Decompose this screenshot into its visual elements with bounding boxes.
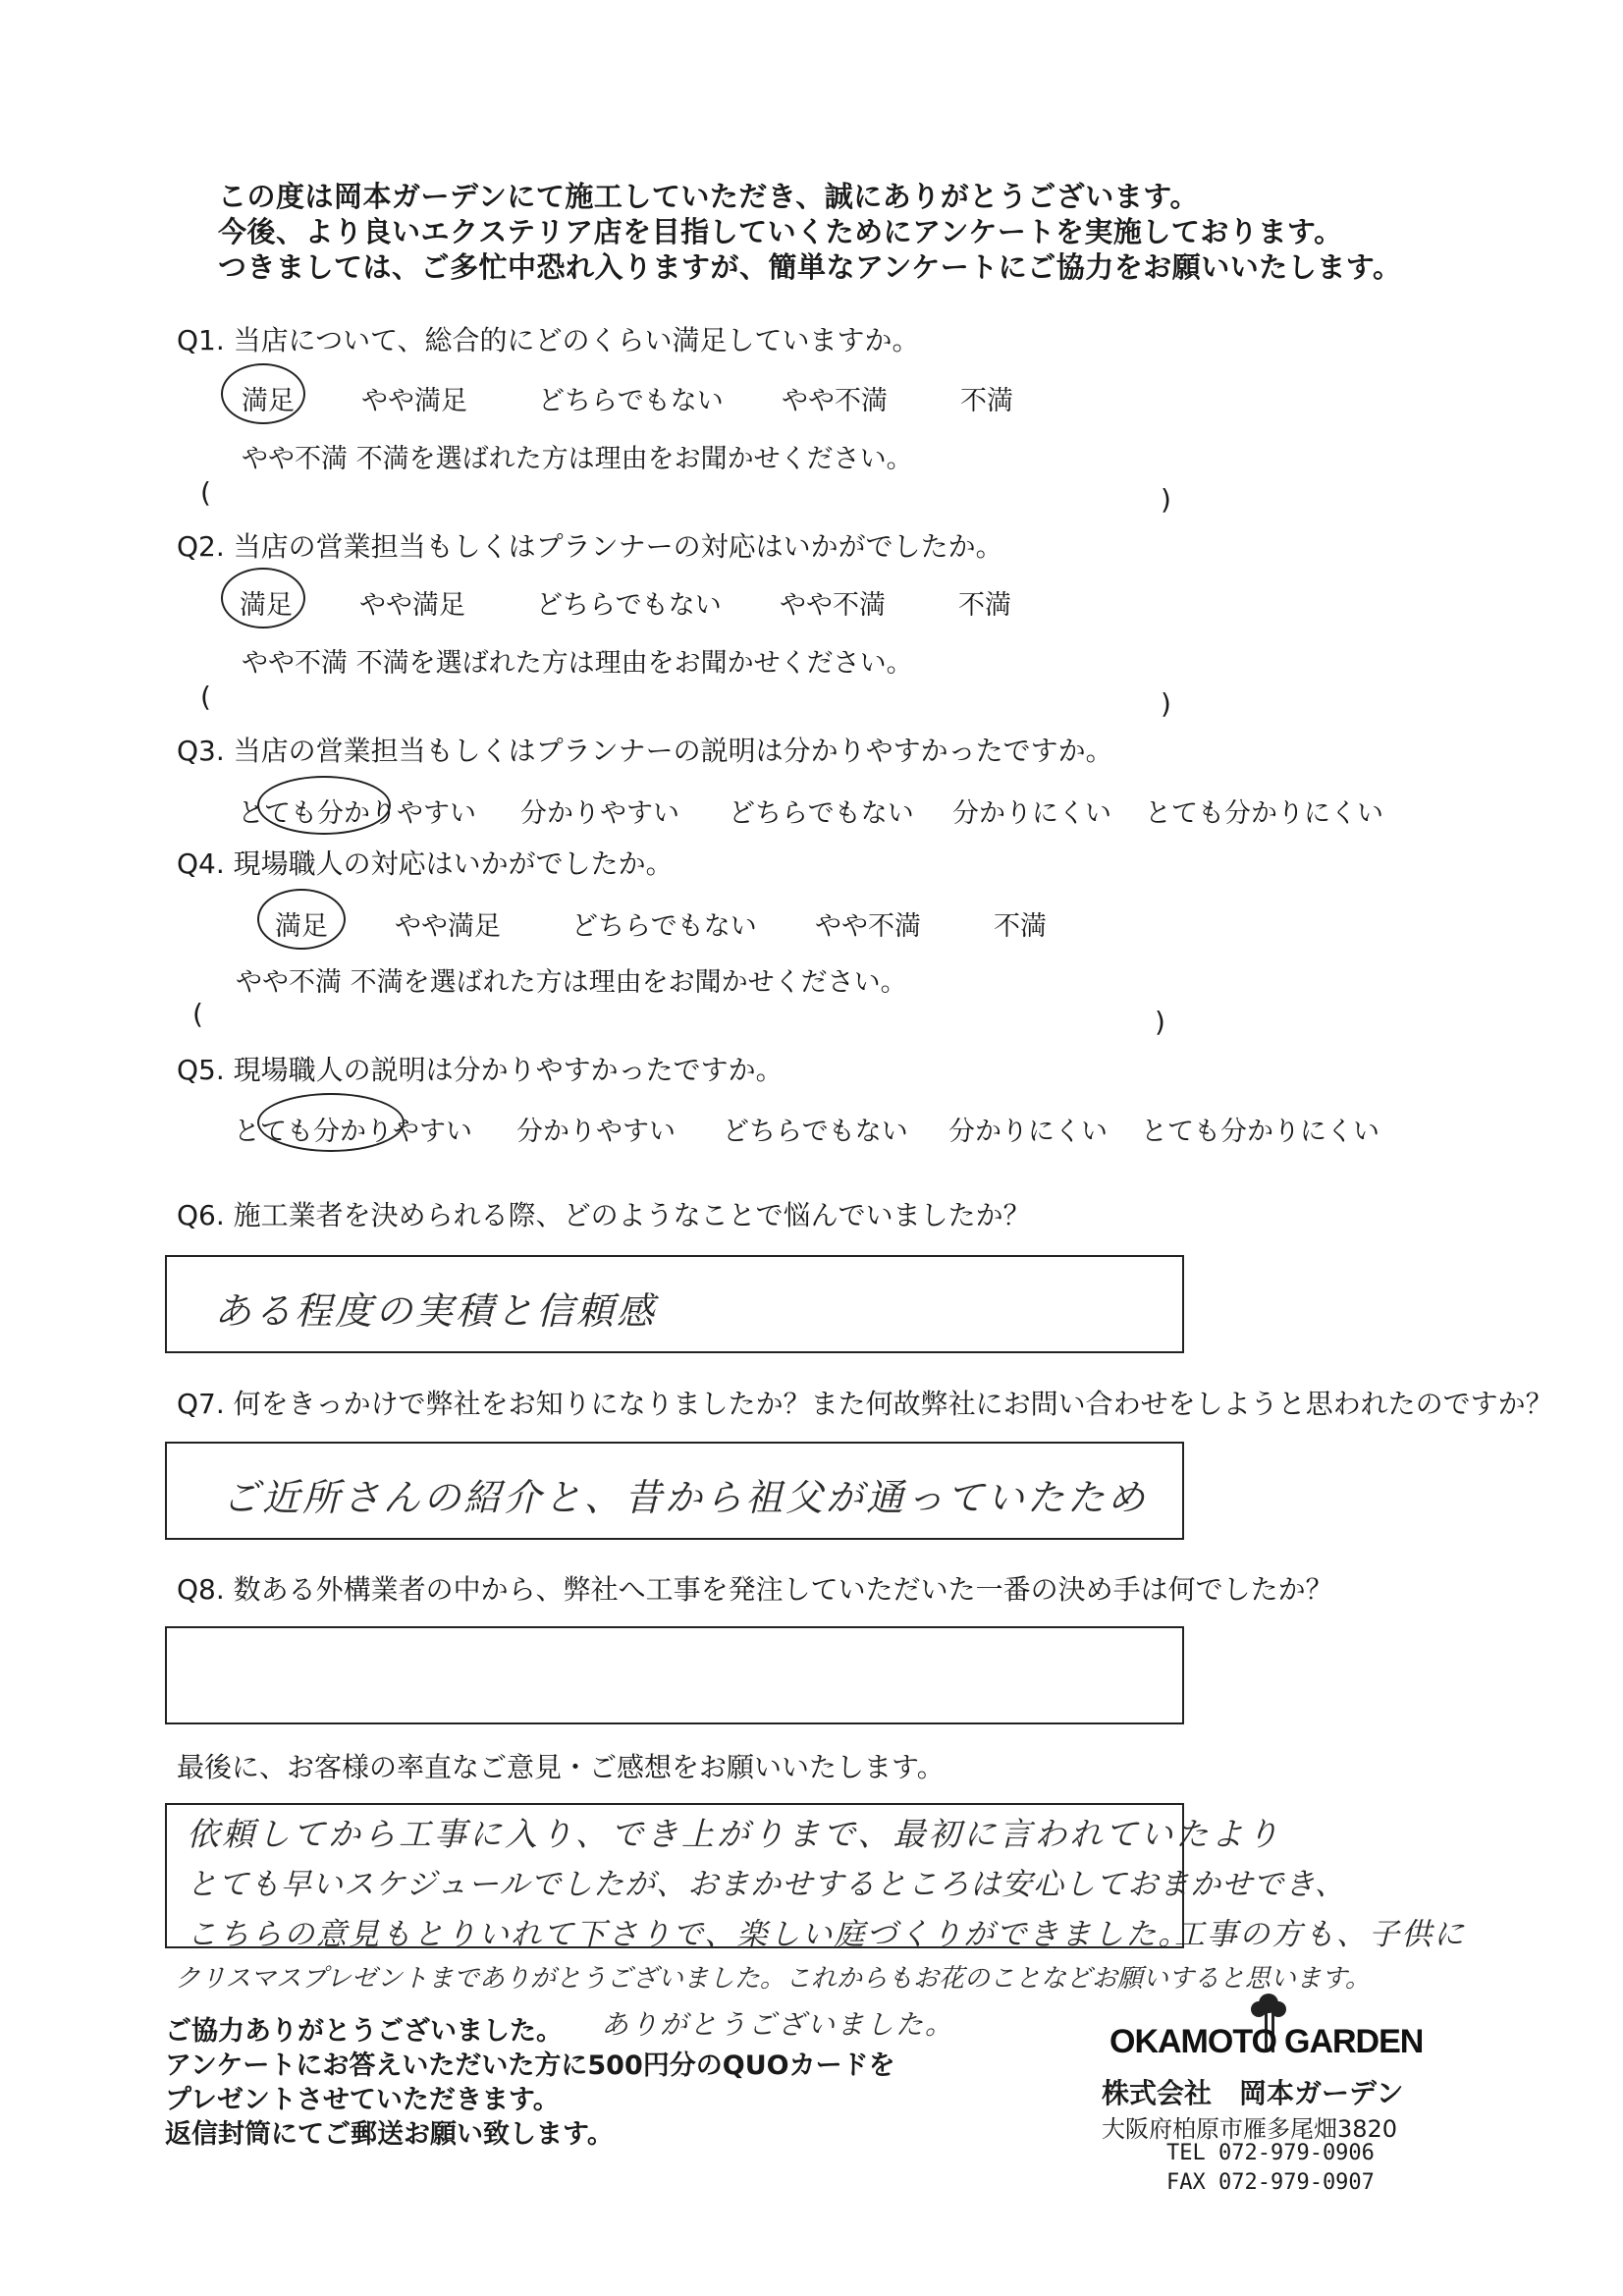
final-question: 最後に、お客様の率直なご意見・ご感想をお願いいたします。 <box>177 1751 945 1783</box>
q1-option-dissatisfied[interactable]: 不満 <box>960 386 1013 416</box>
q2-reason-open-paren: ( <box>200 681 211 713</box>
q6-question: Q6. 施工業者を決められる際、どのようなことで悩んでいましたか？ <box>177 1199 1031 1231</box>
q7-question: Q7. 何をきっかけで弊社をお知りになりましたか？また何故弊社にお問い合わせをしようと思われたのですか？ <box>177 1388 1553 1420</box>
q4-selection-circle <box>257 889 346 950</box>
q3-option-very-unclear[interactable]: とても分かりにくい <box>1145 798 1383 829</box>
q3-option-very-clear[interactable]: とても分かりやすい <box>238 798 476 829</box>
q4-option-neutral[interactable]: どちらでもない <box>571 911 757 942</box>
q4-reason-close-paren: ) <box>1155 1006 1165 1038</box>
footer-line-4: 返信封筒にてご郵送お願い致します。 <box>165 2119 614 2150</box>
final-answer-line-1: 依頼してから工事に入り、でき上がりまで、最初に言われていたより <box>187 1815 1282 1853</box>
q5-option-clear[interactable]: 分かりやすい <box>516 1117 676 1147</box>
q5-option-very-clear[interactable]: とても分かりやすい <box>234 1117 472 1147</box>
q3-option-unclear[interactable]: 分かりにくい <box>952 798 1111 829</box>
q5-option-very-unclear[interactable]: とても分かりにくい <box>1141 1117 1380 1147</box>
q3-question: Q3. 当店の営業担当もしくはプランナーの説明は分かりやすかったですか。 <box>177 735 1113 767</box>
q4-option-satisfied[interactable]: 満足 <box>275 911 328 942</box>
q2-option-somewhat-satisfied[interactable]: やや満足 <box>359 590 465 621</box>
q7-answer-text: ご近所さんの紹介と、昔から祖父が通っていたため <box>222 1476 1149 1519</box>
q4-option-somewhat-satisfied[interactable]: やや満足 <box>395 911 501 942</box>
q6-answer-text: ある程度の実積と信頼感 <box>214 1289 658 1333</box>
q1-reason-close-paren: ) <box>1161 483 1171 516</box>
footer-line-3: プレゼントさせていただきます。 <box>165 2085 560 2115</box>
svg-text:OKAMOTO: OKAMOTO <box>1109 2023 1276 2060</box>
q2-option-somewhat-dissatisfied[interactable]: やや不満 <box>780 590 886 621</box>
q4-reason-open-paren: ( <box>192 998 203 1030</box>
q5-option-neutral[interactable]: どちらでもない <box>723 1117 908 1147</box>
okamoto-garden-logo <box>1109 1992 1434 2062</box>
company-fax: FAX 072-979-0907 <box>1166 2170 1375 2195</box>
q2-option-dissatisfied[interactable]: 不満 <box>958 590 1011 621</box>
q6-answer-box[interactable] <box>165 1255 1184 1353</box>
q2-question: Q2. 当店の営業担当もしくはプランナーの対応はいかがでしたか。 <box>177 530 1003 563</box>
q1-reason-open-paren: ( <box>200 476 211 509</box>
q4-reason-prompt: やや不満 不満を選ばれた方は理由をお聞かせください。 <box>236 967 907 998</box>
q2-option-neutral[interactable]: どちらでもない <box>536 590 722 621</box>
final-answer-line-2: とても早いスケジュールでしたが、おまかせするところは安心しておまかせでき、 <box>187 1867 1346 1902</box>
q2-reason-close-paren: ) <box>1161 687 1171 720</box>
final-answer-line-6: ありがとうございました。 <box>601 2008 955 2041</box>
svg-text:GARDEN: GARDEN <box>1284 2023 1424 2060</box>
q1-reason-prompt: やや不満 不満を選ばれた方は理由をお聞かせください。 <box>242 444 913 474</box>
footer-line-1: ご協力ありがとうございました。 <box>165 2016 563 2047</box>
q2-selection-circle <box>221 568 305 629</box>
q3-option-neutral[interactable]: どちらでもない <box>729 798 914 829</box>
final-answer-line-4: 工事の方も、子供に <box>1174 1917 1466 1952</box>
company-name: 株式会社 岡本ガーデン <box>1102 2077 1404 2109</box>
q4-option-somewhat-dissatisfied[interactable]: やや不満 <box>815 911 921 942</box>
company-address: 大阪府柏原市雁多尾畑3820 <box>1102 2115 1398 2143</box>
q3-option-clear[interactable]: 分かりやすい <box>520 798 679 829</box>
final-answer-line-5: クリスマスプレゼントまでありがとうございました。これからもお花のことなどお願いすると思います。 <box>175 1964 1371 1994</box>
q4-option-dissatisfied[interactable]: 不満 <box>994 911 1047 942</box>
intro-line-3: つきましては、ご多忙中恐れ入りますが、簡単なアンケートにご協力をお願いいたします。 <box>218 250 1402 284</box>
q7-answer-box[interactable] <box>165 1442 1184 1540</box>
q1-option-somewhat-dissatisfied[interactable]: やや不満 <box>782 386 888 416</box>
q5-selection-circle <box>257 1093 405 1152</box>
q4-question: Q4. 現場職人の対応はいかがでしたか。 <box>177 847 674 880</box>
q1-option-neutral[interactable]: どちらでもない <box>538 386 724 416</box>
final-answer-line-3: こちらの意見もとりいれて下さりで、楽しい庭づくりができました。 <box>187 1917 1191 1952</box>
q2-reason-prompt: やや不満 不満を選ばれた方は理由をお聞かせください。 <box>242 648 913 679</box>
q1-question: Q1. 当店について、総合的にどのくらい満足していますか。 <box>177 324 920 356</box>
q1-option-somewhat-satisfied[interactable]: やや満足 <box>361 386 467 416</box>
q3-selection-circle <box>257 776 391 835</box>
intro-line-1: この度は岡本ガーデンにて施工していただき、誠にありがとうございます。 <box>218 180 1199 213</box>
company-tel: TEL 072-979-0906 <box>1166 2141 1375 2165</box>
footer-line-2: アンケートにお答えいただいた方に500円分のQUOカードを <box>165 2050 895 2081</box>
q2-option-satisfied[interactable]: 満足 <box>240 590 293 621</box>
q8-question: Q8. 数ある外構業者の中から、弊社へ工事を発注していただいた一番の決め手は何でしたか？ <box>177 1573 1333 1606</box>
intro-line-2: 今後、より良いエクステリア店を目指していくためにアンケートを実施しております。 <box>218 215 1343 248</box>
q5-question: Q5. 現場職人の説明は分かりやすかったですか。 <box>177 1054 784 1086</box>
q1-selection-circle <box>221 363 305 424</box>
q8-answer-box[interactable] <box>165 1626 1184 1724</box>
q5-option-unclear[interactable]: 分かりにくい <box>948 1117 1108 1147</box>
q1-option-satisfied[interactable]: 満足 <box>242 386 295 416</box>
